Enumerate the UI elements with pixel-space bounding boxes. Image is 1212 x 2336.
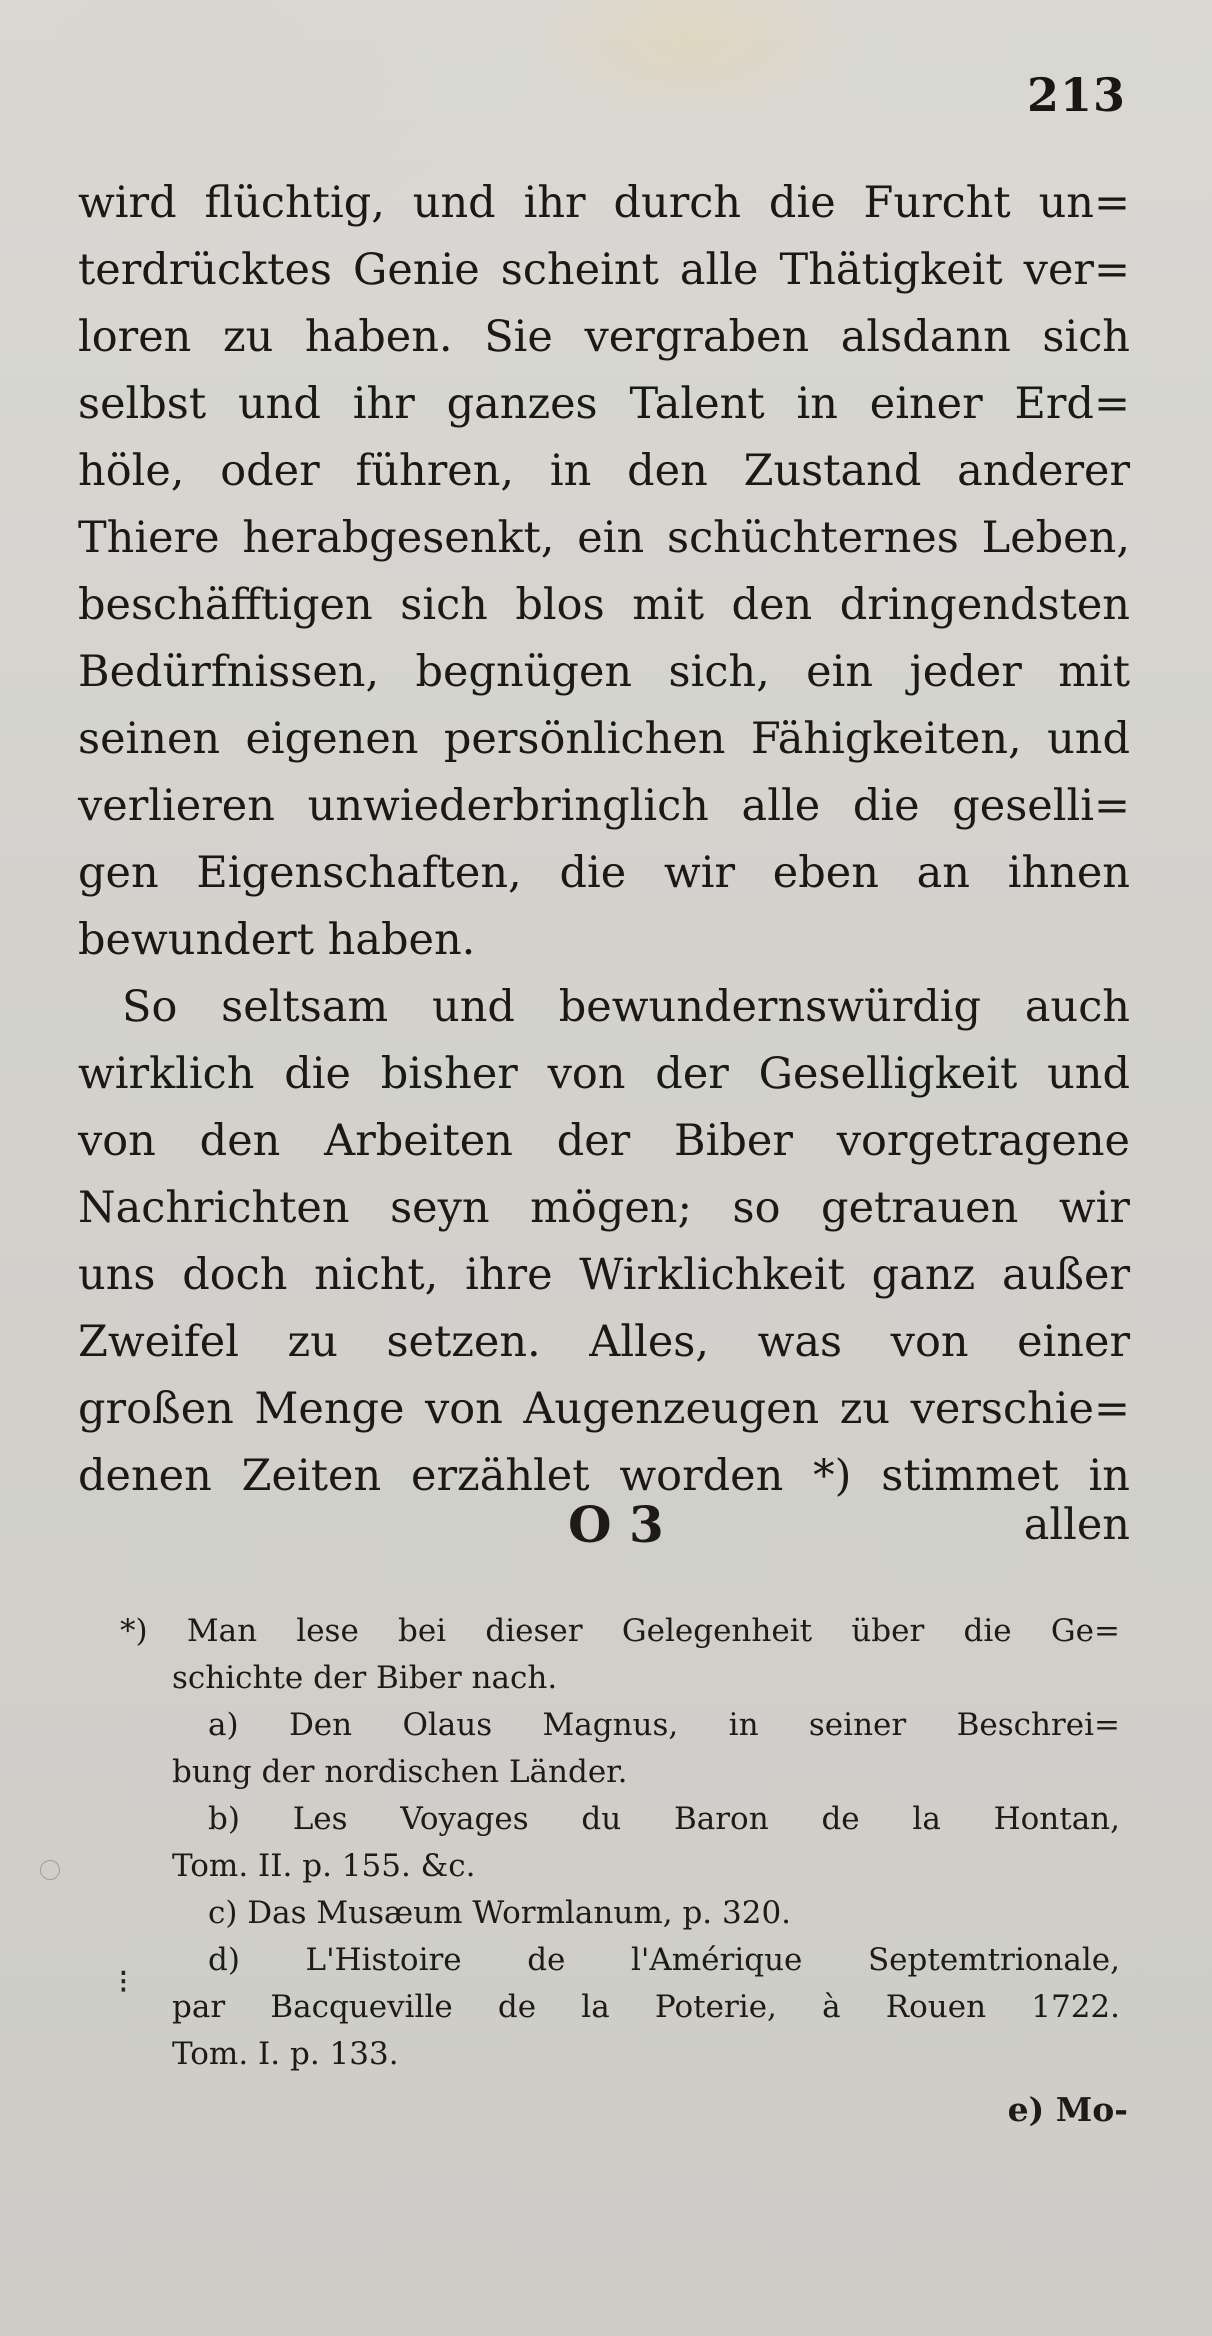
margin-mark: ⁝ [118,1962,129,2002]
text-line: wirklich die bisher von der Geselligkeit und [78,1049,1130,1099]
text-line: großen Menge von Augenzeugen zu verschie= [78,1384,1130,1434]
text-line: terdrücktes Genie scheint alle Thätigkeit ver= [78,245,1130,295]
text-line: gen Eigenschaften, die wir eben an ihnen [78,848,1130,898]
text-line: wird flüchtig, und ihr durch die Furcht un= [78,178,1130,228]
footnote-line: b) Les Voyages du Baron de la Hontan, [208,1801,1120,1837]
text-line: von den Arbeiten der Biber vorgetragene [78,1116,1130,1166]
page-number: 213 [1026,68,1126,122]
footnote-line: c) Das Musæum Wormlanum, p. 320. [208,1895,792,1931]
footnote-line: d) L'Histoire de l'Amérique Septemtrionale, [208,1942,1120,1978]
footnote-catchword: e) Mo- [1007,2090,1128,2129]
text-line: seinen eigenen persönlichen Fähigkeiten, und [78,714,1130,764]
text-line: So seltsam und bewundernswürdig auch [122,982,1130,1032]
text-line: Zweifel zu setzen. Alles, was von einer [78,1317,1130,1367]
text-line: Bedürfnissen, begnügen sich, ein jeder mit [78,647,1130,697]
footnote-line: Tom. II. p. 155. &c. [172,1848,476,1884]
footnote-line: bung der nordischen Länder. [172,1754,628,1790]
footnote-line: Tom. I. p. 133. [172,2036,399,2072]
text-line: selbst und ihr ganzes Talent in einer Erd= [78,379,1130,429]
text-line: loren zu haben. Sie vergraben alsdann sich [78,312,1130,362]
signature-line [78,1490,1130,1560]
margin-circle-mark [40,1860,60,1880]
text-line: bewundert haben. [78,915,476,965]
text-line: denen Zeiten erzählet worden *) stimmet in [78,1451,1130,1501]
text-line: uns doch nicht, ihre Wirklichkeit ganz außer [78,1250,1130,1300]
signature-mark: O 3 [568,1495,664,1554]
text-line: höle, oder führen, in den Zustand anderer [78,446,1130,496]
footnote-line: par Bacqueville de la Poterie, à Rouen 1722. [172,1989,1120,2025]
text-line: Nachrichten seyn mögen; so getrauen wir [78,1183,1130,1233]
main-text-block [78,170,1130,1510]
catchword: allen [1023,1500,1130,1550]
text-line: verlieren unwiederbringlich alle die geselli= [78,781,1130,831]
footnotes-block [120,1608,1120,2078]
text-line: Thiere herabgesenkt, ein schüchternes Leben, [78,513,1130,563]
footnote-line: *) Man lese bei dieser Gelegenheit über die Ge= [120,1613,1120,1649]
footnote-line: schichte der Biber nach. [172,1660,558,1696]
text-line: beschäfftigen sich blos mit den dringendsten [78,580,1130,630]
footnote-line: a) Den Olaus Magnus, in seiner Beschrei= [208,1707,1120,1743]
